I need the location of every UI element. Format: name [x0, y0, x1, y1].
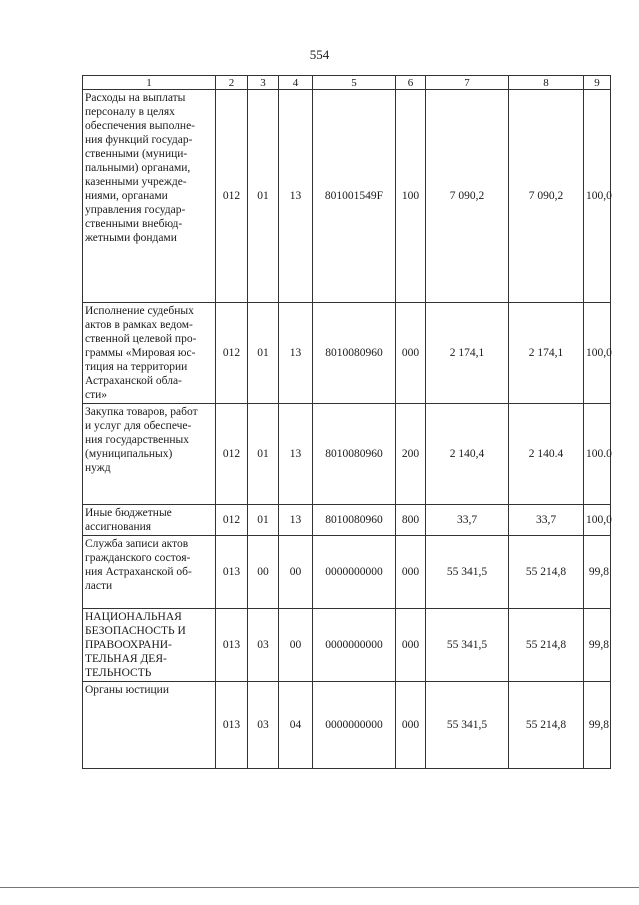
row-name-line: ТЕЛЬНАЯ ДЕЯ- [85, 653, 167, 665]
cell-col9: 99,8 [584, 682, 611, 769]
cell-col8: 7 090,2 [509, 90, 584, 303]
row-name-line: тиция на территории [85, 361, 188, 373]
row-name-line: казенными учрежде- [85, 176, 187, 188]
cell-col7: 2 140,4 [426, 404, 509, 505]
row-name-line: Астраханской обла- [85, 375, 182, 387]
cell-col5: 0000000000 [313, 682, 396, 769]
row-name-line: ПРАВООХРАНИ- [85, 639, 172, 651]
cell-col8: 2 140.4 [509, 404, 584, 505]
cell-col6: 200 [396, 404, 426, 505]
page-bottom-rule [0, 887, 639, 888]
cell-col7: 55 341,5 [426, 682, 509, 769]
cell-col7: 55 341,5 [426, 536, 509, 609]
row-name-line: ственными внебюд- [85, 218, 183, 230]
cell-col9: 100,0 [584, 90, 611, 303]
row-name-line: нужд [85, 462, 111, 474]
row-name-line: БЕЗОПАСНОСТЬ И [85, 625, 186, 637]
cell-col2: 013 [216, 682, 248, 769]
cell-col4: 13 [279, 303, 313, 404]
cell-col2: 012 [216, 303, 248, 404]
cell-col9: 99,8 [584, 609, 611, 682]
row-name-line: ния Астраханской об- [85, 566, 192, 578]
cell-col9: 100.0 [584, 404, 611, 505]
cell-col6: 000 [396, 682, 426, 769]
cell-col4: 00 [279, 536, 313, 609]
cell-col3: 03 [248, 609, 279, 682]
cell-col6: 000 [396, 536, 426, 609]
cell-col5: 0000000000 [313, 536, 396, 609]
cell-col4: 13 [279, 505, 313, 536]
row-name-line: ласти [85, 580, 113, 592]
row-name-line: пальными) органами, [85, 162, 191, 174]
cell-col3: 01 [248, 505, 279, 536]
column-header-9: 9 [584, 76, 611, 90]
row-name-cell [83, 682, 216, 769]
row-name-line: Органы юстиции [85, 684, 169, 696]
cell-col3: 01 [248, 404, 279, 505]
row-name-line: Расходы на выплаты [85, 92, 186, 104]
table-row [83, 682, 611, 769]
row-name-cell [83, 404, 216, 505]
cell-col3: 03 [248, 682, 279, 769]
cell-col4: 04 [279, 682, 313, 769]
table-row [83, 90, 611, 303]
cell-col4: 00 [279, 609, 313, 682]
cell-col4: 13 [279, 404, 313, 505]
cell-col7: 55 341,5 [426, 609, 509, 682]
header-row [83, 76, 611, 90]
cell-col8: 55 214,8 [509, 536, 584, 609]
page-number: 554 [309, 47, 330, 62]
row-name-line: персоналу в целях [85, 106, 175, 118]
row-name-line: ния государственных [85, 434, 190, 446]
cell-col8: 55 214,8 [509, 682, 584, 769]
row-name-line: ассигнования [85, 521, 152, 533]
row-name-line: граммы «Мировая юс- [85, 347, 196, 359]
table-row [83, 505, 611, 536]
cell-col5: 8010080960 [313, 303, 396, 404]
table-row [83, 303, 611, 404]
cell-col6: 000 [396, 303, 426, 404]
row-name-line: Исполнение судебных [85, 305, 194, 317]
row-name-line: ния функций государ- [85, 134, 193, 146]
row-name-line: ниями, органами [85, 190, 168, 202]
cell-col3: 01 [248, 303, 279, 404]
row-name-line: НАЦИОНАЛЬНАЯ [85, 611, 182, 623]
column-header-1: 1 [83, 76, 216, 90]
row-name-line: Закупка товаров, работ [85, 406, 198, 418]
cell-col7: 2 174,1 [426, 303, 509, 404]
cell-col8: 55 214,8 [509, 609, 584, 682]
row-name-line: ственной целевой про- [85, 333, 197, 345]
row-name-line: ственными (муници- [85, 148, 188, 160]
cell-col2: 012 [216, 505, 248, 536]
row-name-line: жетными фондами [85, 232, 177, 244]
cell-col5: 8010080960 [313, 505, 396, 536]
table-row [83, 536, 611, 609]
column-header-6: 6 [396, 76, 426, 90]
cell-col6: 800 [396, 505, 426, 536]
row-name-line: и услуг для обеспече- [85, 420, 192, 432]
cell-col5: 8010080960 [313, 404, 396, 505]
table-row [83, 609, 611, 682]
cell-col8: 2 174,1 [509, 303, 584, 404]
row-name-line: Иные бюджетные [85, 507, 172, 519]
row-name-line: управления государ- [85, 204, 186, 216]
column-header-5: 5 [313, 76, 396, 90]
row-name-line: ТЕЛЬНОСТЬ [85, 667, 152, 679]
cell-col2: 012 [216, 404, 248, 505]
cell-col7: 7 090,2 [426, 90, 509, 303]
budget-table [82, 75, 611, 769]
cell-col3: 01 [248, 90, 279, 303]
cell-col2: 012 [216, 90, 248, 303]
column-header-8: 8 [509, 76, 584, 90]
row-name-cell [83, 536, 216, 609]
cell-col6: 100 [396, 90, 426, 303]
row-name-line: гражданского состоя- [85, 552, 191, 564]
row-name-line: актов в рамках ведом- [85, 319, 193, 331]
row-name-cell [83, 303, 216, 404]
cell-col5: 801001549F [313, 90, 396, 303]
cell-col5: 0000000000 [313, 609, 396, 682]
column-header-4: 4 [279, 76, 313, 90]
row-name-line: Служба записи актов [85, 538, 189, 550]
row-name-cell [83, 505, 216, 536]
cell-col9: 99,8 [584, 536, 611, 609]
cell-col4: 13 [279, 90, 313, 303]
cell-col3: 00 [248, 536, 279, 609]
cell-col2: 013 [216, 609, 248, 682]
column-header-3: 3 [248, 76, 279, 90]
row-name-line: сти» [85, 389, 108, 401]
row-name-line: (муниципальных) [85, 448, 173, 460]
row-name-cell [83, 90, 216, 303]
table-row [83, 404, 611, 505]
row-name-line: обеспечения выполне- [85, 120, 196, 132]
cell-col6: 000 [396, 609, 426, 682]
column-header-7: 7 [426, 76, 509, 90]
cell-col2: 013 [216, 536, 248, 609]
cell-col8: 33,7 [509, 505, 584, 536]
cell-col9: 100,0 [584, 303, 611, 404]
cell-col7: 33,7 [426, 505, 509, 536]
table-body [83, 90, 611, 769]
column-header-2: 2 [216, 76, 248, 90]
row-name-cell [83, 609, 216, 682]
cell-col9: 100,0 [584, 505, 611, 536]
